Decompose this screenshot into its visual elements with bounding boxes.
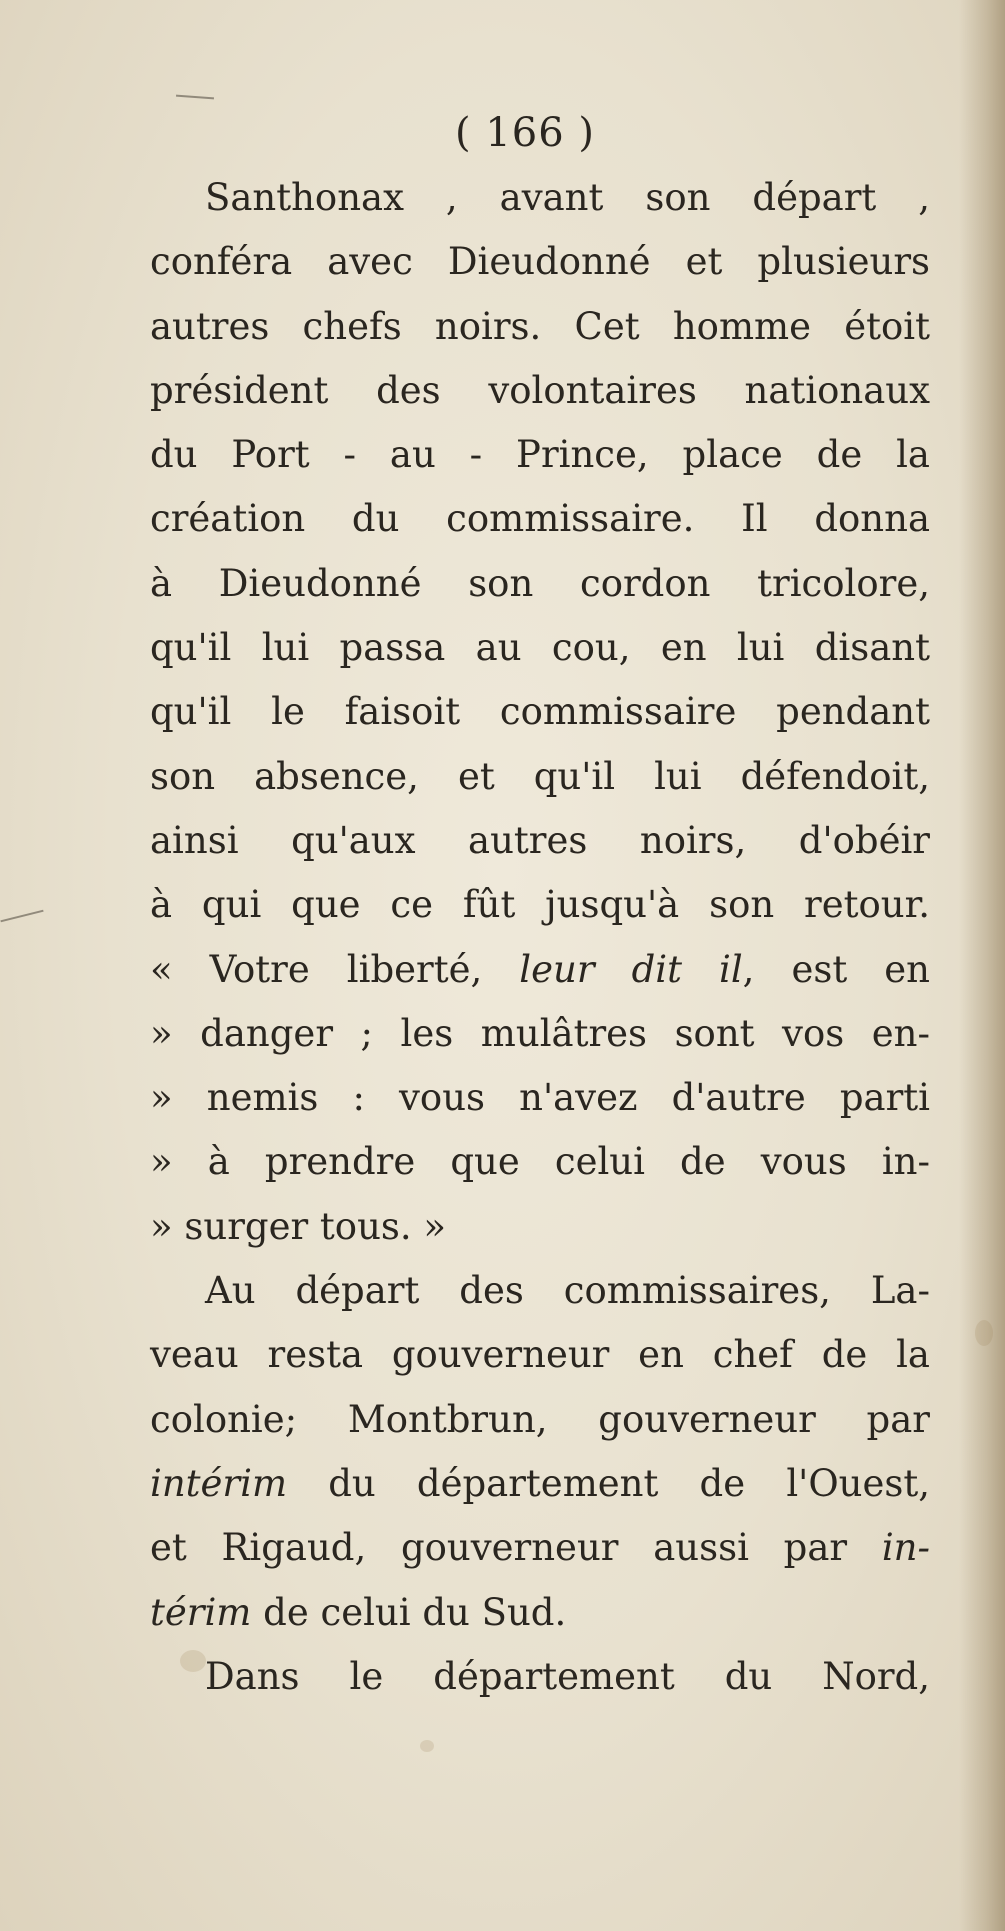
text-line: » à prendre que celui de vous in-	[150, 1140, 930, 1184]
italic-text: in-	[881, 1526, 930, 1570]
text-line: colonie; Montbrun, gouverneur par	[150, 1397, 930, 1441]
page-text	[150, 100, 930, 1709]
text-line: du Port - au - Prince, place de la	[150, 433, 930, 477]
foxing-spot	[975, 1320, 993, 1346]
text-line: ainsi qu'aux autres noirs, d'obéir	[150, 818, 930, 862]
page-edge-shadow	[959, 0, 1005, 1931]
text-line: son absence, et qu'il lui défendoit,	[150, 754, 930, 798]
text-line: veau resta gouverneur en chef de la	[150, 1333, 930, 1377]
foxing-spot	[420, 1740, 434, 1752]
page-number: ( 166 )	[455, 110, 595, 156]
italic-text: leur dit il	[519, 947, 743, 991]
margin-mark	[176, 95, 214, 100]
text-line: à qui que ce fût jusqu'à son retour.	[150, 883, 930, 927]
text-line: qu'il lui passa au cou, en lui disant	[150, 626, 930, 670]
margin-mark	[0, 910, 43, 923]
text-line: intérim du département de l'Ouest,	[150, 1461, 930, 1505]
text-line: térim de celui du Sud.	[150, 1590, 567, 1634]
italic-text: intérim	[150, 1461, 288, 1505]
text-line: et Rigaud, gouverneur aussi par in-	[150, 1526, 930, 1570]
text-line: Au départ des commissaires, La-	[205, 1269, 930, 1313]
text-line: à Dieudonné son cordon tricolore,	[150, 561, 930, 605]
text-line: » danger ; les mulâtres sont vos en-	[150, 1011, 930, 1055]
italic-text: térim	[150, 1590, 252, 1634]
text-line: « Votre liberté, leur dit il, est en	[150, 947, 930, 991]
text-line: qu'il le faisoit commissaire pendant	[150, 690, 930, 734]
text-line: » surger tous. »	[150, 1204, 447, 1248]
text-line: autres chefs noirs. Cet homme étoit	[150, 304, 930, 348]
text-line: président des volontaires nationaux	[150, 368, 930, 412]
text-line: Dans le département du Nord,	[205, 1654, 930, 1698]
text-line: conféra avec Dieudonné et plusieurs	[150, 240, 930, 284]
text-line: création du commissaire. Il donna	[150, 497, 930, 541]
text-line: Santhonax , avant son départ ,	[205, 176, 930, 219]
text-line: » nemis : vous n'avez d'autre parti	[150, 1076, 930, 1120]
